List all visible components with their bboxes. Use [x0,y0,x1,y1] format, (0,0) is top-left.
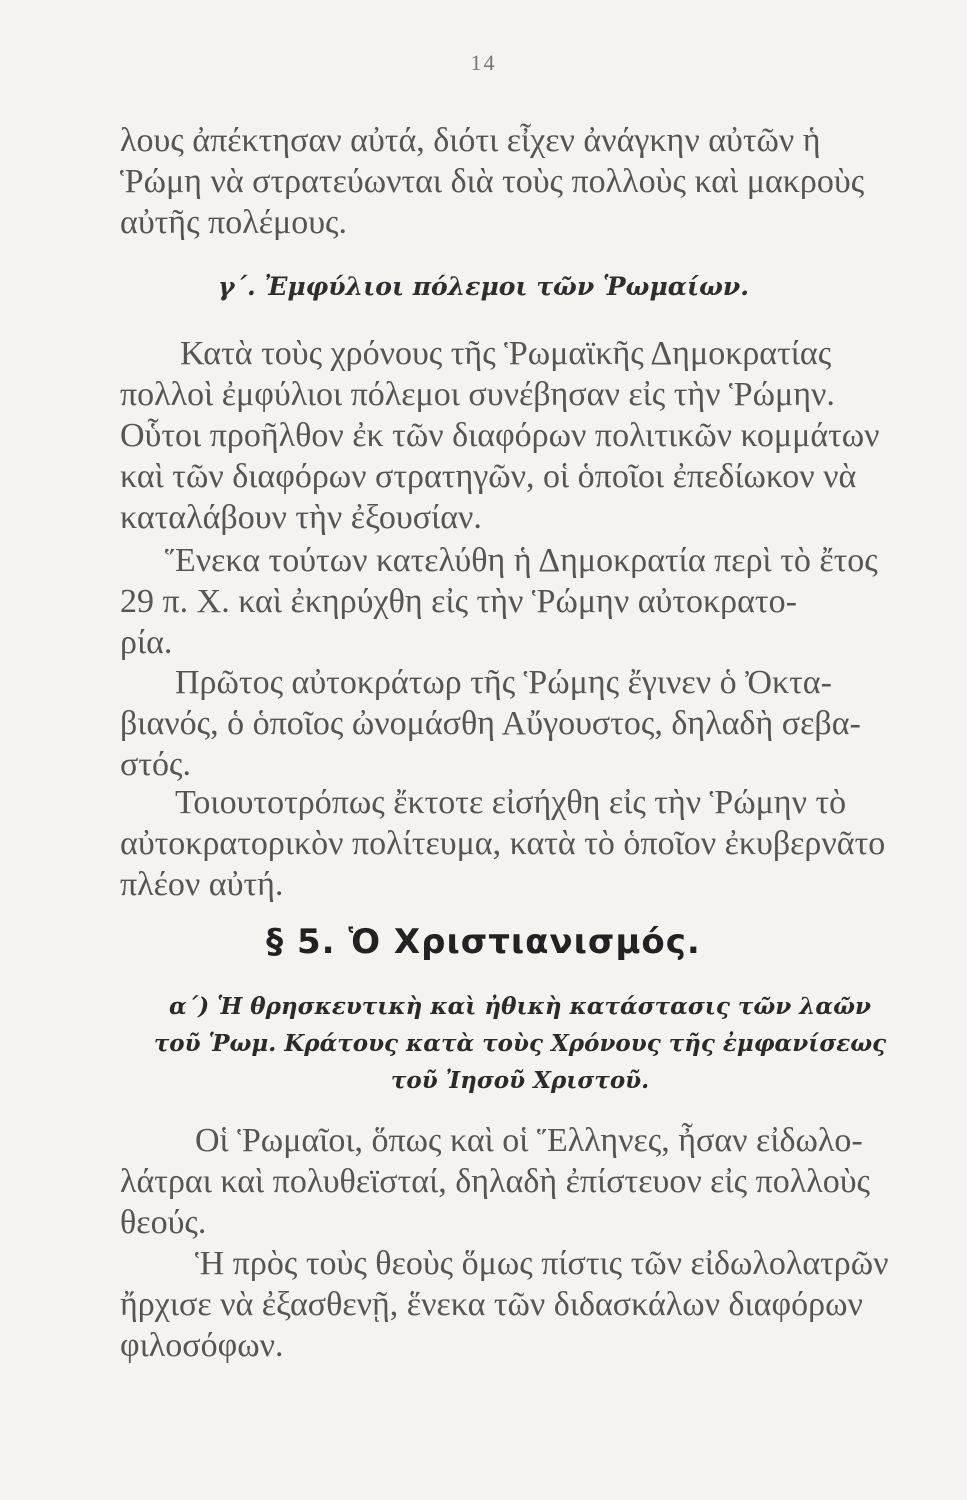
text-line: Ἡ πρὸς τοὺς θεοὺς ὅμως πίστις τῶν εἰδωλολατρῶν [195,1245,889,1282]
text-line: Τοιουτοτρόπως ἔκτοτε εἰσήχθη εἰς τὴν Ῥώμην τὸ [175,784,847,821]
paragraph-6 [120,1120,910,1243]
paragraph-1 [120,120,910,243]
text-line: α΄) Ἡ θρησκευτικὴ καὶ ἠθικὴ κατάστασις τῶν λαῶν [169,993,871,1020]
text-line: τοῦ Ῥωμ. Κράτους κατὰ τοὺς Χρόνους τῆς ἐμφανίσεως [153,1030,887,1057]
subheading-religious-state [140,988,900,1099]
text-line: πολλοὶ ἐμφύλιοι πόλεμοι συνέβησαν εἰς τὴν Ῥώμην. [120,376,835,413]
text-line: Πρῶτος αὐτοκράτωρ τῆς Ῥώμης ἔγινεν ὁ Ὀκτα- [175,664,832,701]
paragraph-4 [120,662,910,785]
text-line: λους ἀπέκτησαν αὐτά, διότι εἶχεν ἀνάγκην αὐτῶν ἡ [120,122,821,159]
paragraph-5 [120,782,910,905]
text-line: στός. [120,746,191,783]
text-line: πλέον αὐτή. [120,866,284,903]
text-line: καταλάβουν τὴν ἐξουσίαν. [120,499,482,536]
section-heading: § 5. Ὁ Χριστιανισμός. [266,922,701,962]
text-line: Οἱ Ῥωμαῖοι, ὅπως καὶ οἱ Ἕλληνες, ἦσαν εἰδωλο- [195,1122,863,1159]
text-line: φιλοσόφων. [120,1327,284,1364]
text-line: θεούς. [120,1204,207,1241]
paragraph-7 [120,1243,910,1366]
subheading-civil-wars: γ΄. Ἐμφύλιοι πόλεμοι τῶν Ῥωμαίων. [218,272,749,301]
text-line: τοῦ Ἰησοῦ Χριστοῦ. [390,1067,650,1094]
text-line: Ῥώμη νὰ στρατεύωνται διὰ τοὺς πολλοὺς καὶ μακροὺς [120,163,865,200]
text-line: Ἕνεκα τούτων κατελύθη ἡ Δημοκρατία περὶ τὸ ἔτος [165,542,878,579]
text-line: λάτραι καὶ πολυθεϊσταί, δηλαδὴ ἐπίστευον εἰς πολλοὺς [120,1163,871,1200]
text-line: αὐτῆς πολέμους. [120,204,348,241]
paragraph-2 [120,333,910,538]
text-line: αὐτοκρατορικὸν πολίτευμα, κατὰ τὸ ὁποῖον ἐκυβερνᾶτο [120,825,886,862]
text-line: καὶ τῶν διαφόρων στρατηγῶν, οἱ ὁποῖοι ἐπεδίωκον νὰ [120,458,857,495]
text-line: ἤρχισε νὰ ἐξασθενῇ, ἕνεκα τῶν διδασκάλων διαφόρων [120,1286,863,1323]
text-line: Οὗτοι προῆλθον ἐκ τῶν διαφόρων πολιτικῶν κομμάτων [120,417,880,454]
text-line: 29 π. Χ. καὶ ἐκηρύχθη εἰς τὴν Ῥώμην αὐτοκρατο- [120,583,797,620]
text-line: βιανός, ὁ ὁποῖος ὠνομάσθη Αὔγουστος, δηλαδὴ σεβα- [120,705,861,742]
text-line: ρία. [120,624,173,661]
paragraph-3 [120,540,910,663]
text-line: Κατὰ τοὺς χρόνους τῆς Ῥωμαϊκῆς Δημοκρατίας [180,335,832,372]
page-number: 14 [470,50,497,75]
